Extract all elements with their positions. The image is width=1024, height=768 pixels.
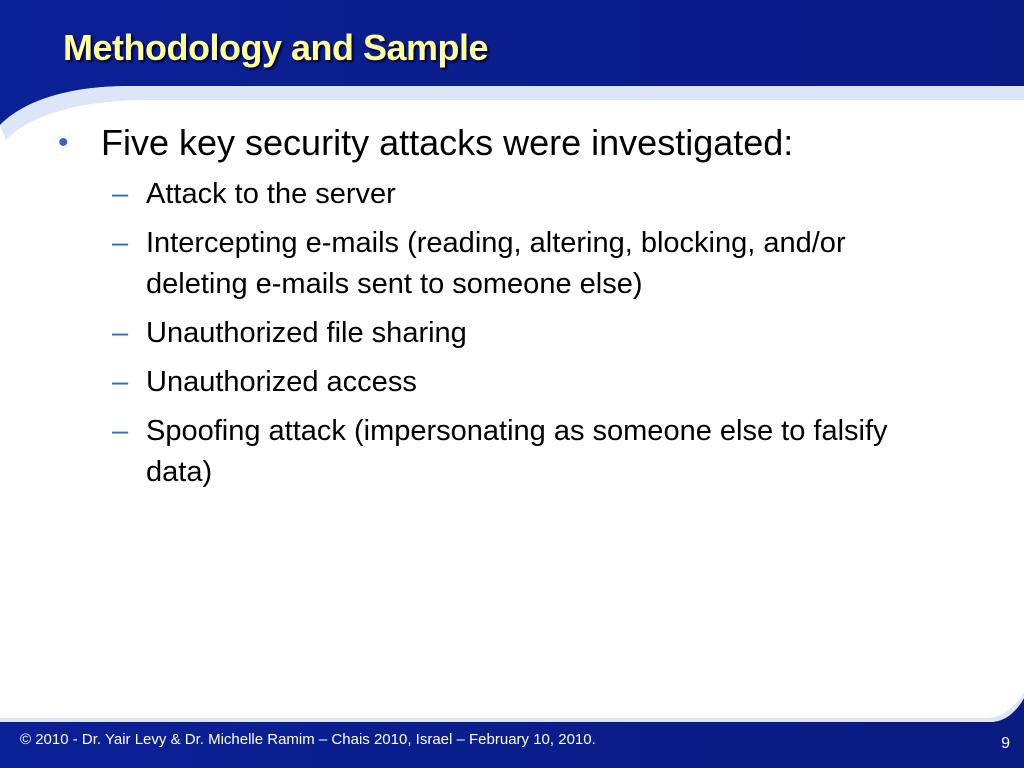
sub-bullet-text: Unauthorized access bbox=[146, 366, 417, 398]
sub-bullet-item bbox=[112, 313, 932, 354]
main-bullet-text: Five key security attacks were investigated: bbox=[101, 122, 794, 163]
sub-bullet-text: Spoofing attack (impersonating as someone else to falsify data) bbox=[146, 415, 888, 488]
sub-bullet-item bbox=[112, 174, 932, 215]
page-number: 9 bbox=[1001, 735, 1010, 752]
dash-icon: – bbox=[112, 415, 129, 447]
sub-bullet-item bbox=[112, 223, 932, 305]
sub-bullet-item bbox=[112, 411, 932, 493]
dash-icon: – bbox=[112, 227, 129, 259]
sub-bullet-text: Intercepting e-mails (reading, altering, blocking, and/or deleting e-mails sent to someone else) bbox=[146, 227, 846, 300]
dash-icon: – bbox=[112, 366, 129, 398]
dash-icon: – bbox=[112, 317, 129, 349]
sub-bullet-item bbox=[112, 362, 932, 403]
sub-bullet-list bbox=[112, 174, 932, 501]
slide-title: Methodology and Sample bbox=[63, 27, 489, 68]
bullet-dot-icon: • bbox=[58, 126, 69, 159]
footer-copyright: © 2010 - Dr. Yair Levy & Dr. Michelle Ramim – Chais 2010, Israel – February 10, 2010. bbox=[20, 731, 596, 748]
dash-icon: – bbox=[112, 178, 129, 210]
sub-bullet-text: Attack to the server bbox=[146, 178, 396, 210]
sub-bullet-text: Unauthorized file sharing bbox=[146, 317, 467, 349]
